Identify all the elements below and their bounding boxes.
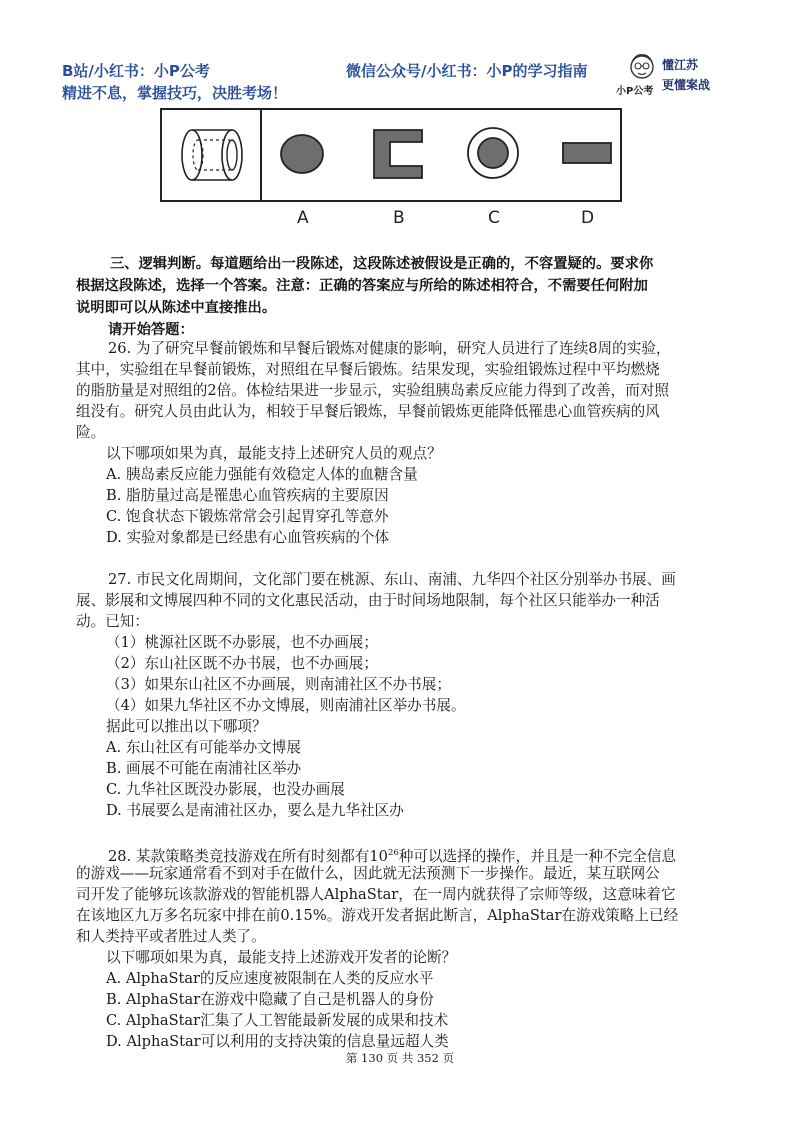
q27-question: 据此可以推出以下哪项？ <box>106 718 267 735</box>
section-start: 请开始答题： <box>108 322 194 338</box>
cartoon-face-icon <box>628 52 656 82</box>
q28-stem-1-a: 28. 某款策略类竞技游戏在所有时刻都有 <box>108 848 370 865</box>
q26-question: 以下哪项如果为真，最能支持上述研究人员的观点？ <box>106 445 442 462</box>
q28-stem-5: 和人类持平或者胜过人类了。 <box>76 928 266 945</box>
q27-stem-1: 27. 市民文化周期间，文化部门要在桃源、东山、南浦、九华四个社区分别举办书展、画 <box>108 571 676 588</box>
q26-stem-1: 26. 为了研究早餐前锻炼和早餐后锻炼对健康的影响，研究人员进行了连续8周的实验， <box>108 340 671 357</box>
logo-tagline-1: 懂江苏 <box>662 58 699 72</box>
logo-tagline-2: 更懂案战 <box>662 78 711 92</box>
header-slogan: 精进不息，掌握技巧，决胜考场！ <box>62 84 288 102</box>
q27-option-d: D. 书展要么是南浦社区办，要么是九华社区办 <box>106 802 404 819</box>
q28-stem-1-b: 种可以选择的操作，并且是一种不完全信息 <box>398 848 677 865</box>
q28-option-a: A. AlphaStar的反应速度被限制在人类的反应水平 <box>106 970 434 987</box>
q28-power-exponent: 26 <box>387 848 399 858</box>
q27-option-a: A. 东山社区有可能举办文博展 <box>106 739 301 756</box>
q27-condition-2: （2）东山社区既不办书展，也不办画展； <box>106 655 378 672</box>
brand-logo <box>616 52 746 98</box>
q28-stem-2: 的游戏——玩家通常看不到对手在做什么，因此就无法预测下一步操作。最近，某互联网公 <box>76 865 660 882</box>
option-label-b: B <box>393 208 405 228</box>
option-label-c: C <box>488 208 500 228</box>
option-label-d: D <box>581 208 595 228</box>
hollow-cylinder-icon <box>174 118 250 192</box>
q27-option-c: C. 九华社区既没办影展，也没办画展 <box>106 781 345 798</box>
q26-stem-2: 其中，实验组在早餐前锻炼，对照组在早餐后锻炼。结果发现，实验组锻炼过程中平均燃烧 <box>76 361 660 378</box>
option-b-bracket <box>370 124 426 184</box>
section-instruction-1: 三、逻辑判断。每道题给出一段陈述，这段陈述被假设是正确的，不容置疑的。要求你 <box>110 256 654 272</box>
q28-stem-4-b: 。游戏开发者据此断言，AlphaStar在游戏策略上已经 <box>326 907 679 924</box>
q26-stem-5: 险。 <box>76 424 106 441</box>
q27-condition-1: （1）桃源社区既不办影展，也不办画展； <box>106 634 378 651</box>
q26-option-c: C. 饱食状态下锻炼常常会引起胃穿孔等意外 <box>106 508 389 525</box>
option-d-rectangle <box>560 140 614 166</box>
header-wechat: 微信公众号/小红书：小P的学习指南 <box>346 62 588 80</box>
section-instruction-3: 说明即可以从陈述中直接推出。 <box>76 300 277 316</box>
figure-shapes-row <box>160 108 622 202</box>
q27-option-b: B. 画展不可能在南浦社区举办 <box>106 760 302 777</box>
logo-brand-text: 小P公考 <box>616 86 654 97</box>
q26-stem-3: 的脂肪量是对照组的2倍。体检结果进一步显示，实验组胰岛素反应能力得到了改善，而对照 <box>76 382 670 399</box>
q28-stem-3: 司开发了能够玩该款游戏的智能机器人AlphaStar，在一周内就获得了宗师等级，这意味着它 <box>76 886 676 903</box>
q27-condition-4: （4）如果九华社区不办文博展，则南浦社区举办书展。 <box>106 697 466 714</box>
header-channel: B站/小红书：小P公考 <box>62 62 210 80</box>
q28-option-c: C. AlphaStar汇集了人工智能最新发展的成果和技术 <box>106 1012 449 1029</box>
q28-option-b: B. AlphaStar在游戏中隐藏了自己是机器人的身份 <box>106 991 434 1008</box>
q28-option-d: D. AlphaStar可以利用的支持决策的信息量远超人类 <box>106 1033 449 1050</box>
q28-stem-4-a: 在该地区九万多名玩家中排在前 <box>76 907 281 924</box>
q28-percentage: 0.15% <box>280 907 327 924</box>
option-c-ring <box>462 122 524 184</box>
q26-option-a: A. 胰岛素反应能力强能有效稳定人体的血糖含量 <box>106 466 418 483</box>
q28-stem-4 <box>76 906 736 927</box>
option-label-a: A <box>297 208 309 228</box>
page-number: 第 130 页 共 352 页 <box>345 1051 455 1065</box>
q27-stem-2: 展、影展和文博展四种不同的文化惠民活动，由于时间场地限制，每个社区只能举办一种活 <box>76 592 660 609</box>
q28-question: 以下哪项如果为真，最能支持上述游戏开发者的论断？ <box>106 949 457 966</box>
q26-option-b: B. 脂肪量过高是罹患心血管疾病的主要原因 <box>106 487 389 504</box>
q27-stem-3: 动。已知： <box>76 613 149 630</box>
figure-divider <box>260 110 262 200</box>
q26-stem-4: 组没有。研究人员由此认为，相较于早餐后锻炼，早餐前锻炼更能降低罹患心血管疾病的风 <box>76 403 660 420</box>
q26-option-d: D. 实验对象都是已经患有心血管疾病的个体 <box>106 529 390 546</box>
q27-condition-3: （3）如果东山社区不办画展，则南浦社区不办书展； <box>106 676 451 693</box>
option-a-ellipse <box>272 124 332 184</box>
q28-power-base: 10 <box>369 848 388 865</box>
section-instruction-2: 根据这段陈述，选择一个答案。注意：正确的答案应与所给的陈述相符合，不需要任何附加 <box>76 278 648 294</box>
